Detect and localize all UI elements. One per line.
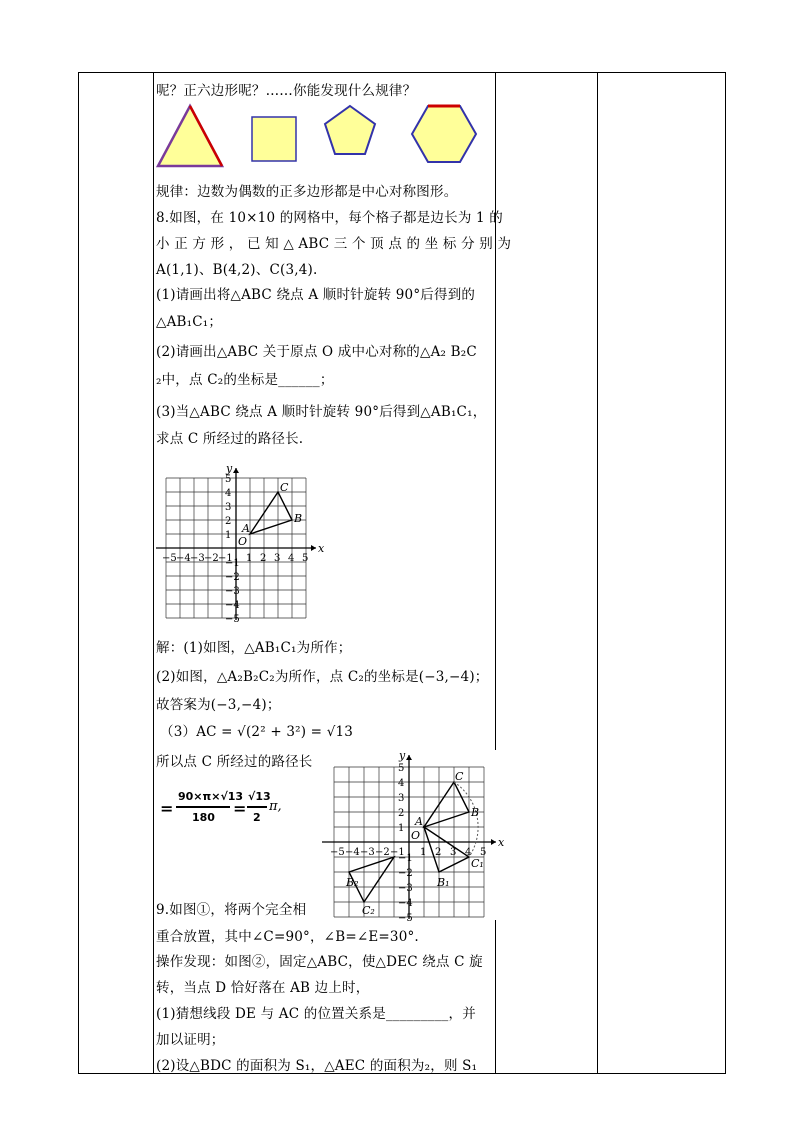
arc-length-formula: = 90×π×√13 180 = √13 2 π,	[160, 790, 282, 824]
y-axis-arrow	[406, 755, 412, 760]
x-axis-label: x	[318, 542, 325, 555]
point-a-label: A	[415, 815, 423, 828]
y-tick-label: 5	[398, 763, 405, 774]
x-axis-label: x	[498, 836, 505, 849]
y-tick-label: 3	[225, 502, 232, 513]
regular-polygons-figure	[152, 100, 494, 170]
x-tick-label: 1	[420, 847, 427, 858]
text-line: (1)请画出将△ABC 绕点 A 顺时针旋转 90°后得到的	[156, 287, 476, 303]
text-line: (2)如图，△A₂B₂C₂为所作，点 C₂的坐标是(−3,−4)；	[156, 669, 489, 685]
y-tick-label: −3	[225, 586, 240, 597]
y-tick-label: −5	[225, 614, 240, 625]
origin-label: O	[238, 535, 248, 548]
x-tick-label: 4	[465, 847, 472, 858]
triangle-ab1c1	[424, 827, 472, 872]
y-tick-label: −1	[225, 558, 240, 569]
y-tick-label: −1	[398, 853, 413, 864]
hexagon-shape	[412, 106, 476, 162]
point-c2-label: C₂	[362, 904, 375, 917]
triangle-shape	[158, 106, 222, 166]
y-tick-label: −5	[398, 913, 413, 924]
y-tick-label: −4	[225, 600, 240, 611]
x-tick-label: −5	[330, 847, 345, 858]
x-axis-arrow	[491, 839, 496, 845]
x-tick-label: 5	[302, 553, 309, 564]
origin-label: O	[411, 829, 421, 842]
y-axis-label: y	[226, 462, 233, 475]
text-line: 加以证明；	[156, 1032, 225, 1048]
x-tick-label: −1	[218, 553, 233, 564]
text-line: (1)猜想线段 DE 与 AC 的位置关系是_________，并	[156, 1006, 476, 1022]
y-tick-label: 4	[225, 488, 232, 499]
x-tick-label: 5	[480, 847, 487, 858]
coordinate-grid-abc	[150, 460, 330, 625]
text-line: 8.如图，在 10×10 的网格中，每个格子都是边长为 1 的	[156, 210, 504, 226]
triangle-abc	[424, 782, 469, 827]
text-line: 操作发现：如图②，固定△ABC，使△DEC 绕点 C 旋	[156, 954, 483, 970]
text-line: 所以点 C 所经过的路径长	[156, 754, 313, 770]
y-tick-label: 2	[398, 808, 405, 819]
y-tick-label: −3	[398, 883, 413, 894]
text-line: (2)请画出△ABC 关于原点 O 成中心对称的△A₂ B₂C	[156, 344, 477, 360]
text-line: (2)设△BDC 的面积为 S₁，△AEC 的面积为₂，则 S₁	[156, 1058, 478, 1074]
x-axis-arrow	[311, 545, 316, 551]
y-tick-label: 5	[225, 474, 232, 485]
y-tick-label: −2	[225, 572, 240, 583]
text-line: 小 正 方 形 ， 已 知 △ ABC 三 个 顶 点 的 坐 标 分 别 为	[156, 236, 512, 252]
y-tick-label: 4	[398, 778, 405, 789]
point-c1-label: C₁	[471, 857, 484, 870]
x-tick-label: −4	[176, 553, 191, 564]
point-b-label: B	[294, 512, 303, 525]
x-tick-label: 2	[260, 553, 267, 564]
pentagon-shape	[325, 106, 375, 154]
text-line: 转，当点 D 恰好落在 AB 边上时，	[156, 980, 370, 996]
x-tick-label: −3	[360, 847, 375, 858]
point-c-label: C	[280, 481, 289, 494]
text-line: 呢？正六边形呢？……你能发现什么规律？	[156, 83, 417, 99]
rotation-arc	[454, 782, 478, 857]
text-line: △AB₁C₁；	[156, 314, 223, 330]
text-line: 故答案为(−3,−4)；	[156, 697, 281, 713]
text-line: 求点 C 所经过的路径长.	[156, 431, 304, 447]
formula-ac: （3）AC = √(2² + 3²) = √13	[160, 724, 354, 740]
point-b1-label: B₁	[437, 876, 450, 889]
y-axis-label: y	[399, 749, 406, 762]
point-b2-label: B₂	[346, 876, 359, 889]
x-tick-label: −2	[204, 553, 219, 564]
x-tick-label: −5	[162, 553, 177, 564]
text-line: (3)当△ABC 绕点 A 顺时针旋转 90°后得到△AB₁C₁，	[156, 404, 487, 420]
y-tick-label: 2	[225, 516, 232, 527]
square-shape	[252, 117, 296, 161]
point-c-label: C	[455, 770, 464, 783]
y-tick-label: 1	[225, 530, 232, 541]
x-tick-label: 3	[274, 553, 281, 564]
point-a-label: A	[242, 522, 250, 535]
column-divider	[597, 73, 598, 1073]
coordinate-grid-rotation	[312, 749, 505, 924]
text-line: 规律：边数为偶数的正多边形都是中心对称图形。	[156, 184, 458, 200]
x-tick-label: −1	[390, 847, 405, 858]
x-tick-label: −3	[190, 553, 205, 564]
y-tick-label: −4	[398, 898, 413, 909]
text-line: 9.如图①，将两个完全相	[156, 902, 307, 918]
x-tick-label: 4	[288, 553, 295, 564]
y-axis-arrow	[233, 468, 239, 473]
x-tick-label: 1	[246, 553, 253, 564]
x-tick-label: −4	[345, 847, 360, 858]
text-line: ₂中，点 C₂的坐标是______；	[156, 372, 334, 388]
y-tick-label: 3	[398, 793, 405, 804]
point-b-label: B	[471, 806, 480, 819]
x-tick-label: 2	[435, 847, 442, 858]
text-line: A(1,1)、B(4,2)、C(3,4).	[156, 262, 318, 278]
y-tick-label: 1	[398, 823, 405, 834]
y-tick-label: −2	[398, 868, 413, 879]
x-tick-label: 3	[450, 847, 457, 858]
triangle-abc	[250, 492, 292, 534]
x-tick-label: −2	[375, 847, 390, 858]
text-line: 解：(1)如图，△AB₁C₁为所作；	[156, 640, 352, 656]
text-line: 重合放置，其中∠C=90°，∠B=∠E=30°.	[156, 929, 419, 945]
